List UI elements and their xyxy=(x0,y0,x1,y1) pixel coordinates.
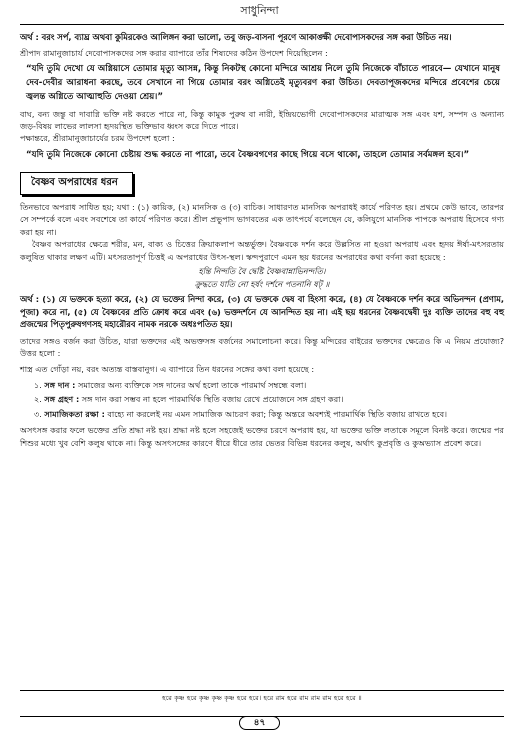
list-item xyxy=(34,393,504,405)
list-number: ২. xyxy=(34,394,42,405)
list-item xyxy=(34,408,504,420)
list-item xyxy=(34,379,504,391)
block-quote: “যদি তুমি দেখো যে অগ্নিয়াসে তোমার মৃত্যু আসন্ন, কিন্তু নিকটস্থ কোনো মন্দিরে আশ্রয় নিলে তুমি নিজেকে বাঁচাতে পারবে— যেখানে মানুষ দেব-দেবীর আরাধনা করছে, তবে সেখানে না গিয়ে তোমার বরং অগ্নিতেই মৃত্যুবরণ করা উচিত। দেবতাপূজকদের মন্দিরে প্রবেশের চেয়ে জ্বলন্ত অগ্নিতে আত্মাহুতি দেওয়া শ্রেয়।” xyxy=(26,64,500,103)
meaning-paragraph: অর্থ : (১) যে ভক্তকে হত্যা করে, (২) যে ভক্তের নিন্দা করে, (৩) যে ভক্তকে দ্বেষ বা হিংসা করে, (৪) যে বৈষ্ণবকে দর্শন করে অভিনন্দন (প্রণাম, পূজা) করে না, (৫) যে বৈষ্ণবের প্রতি ক্রোধ করে এবং (৬) ভক্তদর্শনে যে আনন্দিত হয় না। এই ছয় ধরনের বৈষ্ণবদ্বেষী দুঃ ব্যক্তি তাদের বহু বহু প্রজন্মের পিতৃপুরুষগণসহ মহারৌরব নামক নরকে অধঃপতিত হয়। xyxy=(20,294,504,330)
body-paragraph: শাস্ত্র এত গোঁড়া নয়, বরং অত্যন্ত বাস্তবানুগ। এ ব্যাপারে তিন ধরনের সঙ্গের কথা বলা হয়েছে : xyxy=(20,363,315,374)
association-types-list xyxy=(20,379,504,420)
page-content xyxy=(20,31,504,449)
body-paragraph: শ্রীপাদ রামানুজাচার্য দেবোপাসকদের সঙ্গ করার ব্যাপারে তাঁর শিষ্যদের কঠিন উপদেশ দিয়েছিলেন : xyxy=(20,47,328,58)
meaning-paragraph: অর্থ : বরং সর্প, ব্যাঘ্র অথবা কুমিরকেও আলিঙ্গন করা ভালো, তবু জড়-বাসনা পূরণে আকাঙ্ক্ষী দেবোপাসকদের সঙ্গ করা উচিত নয়। xyxy=(20,32,452,42)
list-number: ১. xyxy=(34,380,42,391)
body-paragraph: তাদের সঙ্গও বর্জন করা উচিত, যারা ভক্তদের এই অভক্তসঙ্গ বর্জনের সমালোচনা করে। কিন্তু মন্দিরের বাইরের ভক্তদের ক্ষেত্রেও কি এ নিয়ম প্রযোজ্য? উত্তর হলো : xyxy=(20,335,504,359)
body-paragraph: বৈষ্ণব অপরাধের ক্ষেত্রে শরীর, মন, বাক্য ও চিত্তের ক্রিয়াকলাপ অন্তর্ভুক্ত। বৈষ্ণবকে দর্শন করে উল্লসিত না হওয়া অপরাধ এবং হৃদয় ঈর্ষা-মৎসরতায় কলুষিত থাকার লক্ষণ এটি। মৎসরতাপূর্ণ চিত্তই এ অপরাধের উৎস-স্থল। স্কন্দপুরাণে এমন ছয় ধরনের অপরাধের কথা বর্ণনা করা হয়েছে : xyxy=(20,239,504,262)
page-number-wrap xyxy=(0,710,519,730)
verse-line: হন্তি নিন্দতি বৈ দ্বেষ্টি বৈষ্ণবান্নাভিনন্দতি। xyxy=(198,266,326,277)
list-text: সঙ্গ দান করা সম্ভব না হলে পারমার্থিক স্থিতি বজায় রেখে প্রয়োজনে সঙ্গ গ্রহণ করা। xyxy=(79,394,344,405)
section-heading: বৈষ্ণব অপরাধের ধরন xyxy=(20,172,133,195)
list-text: সমাজের অন্য ব্যক্তিকে সঙ্গ দানের অর্থ হলো তাকে পারমার্থ সম্বন্ধে বলা। xyxy=(75,380,307,391)
list-term: সঙ্গ গ্রহণ : xyxy=(44,394,80,405)
list-term: সঙ্গ দান : xyxy=(44,380,76,391)
list-number: ৩. xyxy=(34,408,42,419)
body-paragraph: অসৎসঙ্গ করার ফলে ভক্তের প্রতি শ্রদ্ধা নষ্ট হয়। শ্রদ্ধা নষ্ট হলে সহজেই ভক্তের চরণে অপরাধ হয়, যা ভক্তের ভক্তি লতাকে সমূলে বিনষ্ট করে। জন্মের পর শিশুর মধ্যে খুব বেশি কলুষ থাকে না। কিন্তু অসৎসঙ্গের কারণে ধীরে ধীরে তার ভেতর বিভিন্ন ধরনের কলুষ, অর্থাৎ কুপ্রবৃত্তি ও কুঅভ্যাস প্রবেশ করে। xyxy=(20,425,504,448)
body-paragraph: পক্ষান্তরে, শ্রীরামানুজাচার্যের চরম উপদেশ হলো : xyxy=(20,133,175,144)
verse-line: ক্রুদ্ধতে যাতি নো হর্ষং দর্শনে পতনানি ষট্ ॥ xyxy=(194,279,330,290)
list-term: সামাজিকতা রক্ষা : xyxy=(44,408,105,419)
list-text: বাহ্যে না করলেই নয় এমন সামাজিক আচরণ করা; কিন্তু অন্তরে অবশ্যই পারমার্থিক স্থিতি বজায় রাখতে হবে। xyxy=(104,408,447,419)
sanskrit-verse xyxy=(20,265,504,291)
block-quote: “যদি তুমি নিজেকে কোনো চেষ্টায় শুদ্ধ করতে না পারো, তবে বৈষ্ণবগণের কাছে গিয়ে বসে থাকো, তাহলে তোমার সর্বমঙ্গল হবে।” xyxy=(26,149,470,160)
body-paragraph: তিনভাবে অপরাধ সাধিত হয়; যথা : (১) কায়িক, (২) মানসিক ও (৩) বাচিক। সাধারণত মানসিক অপরাধই কার্যে পরিণত হয়। প্রথমে কেউ ভাবে, তারপর সে সম্পর্কে বলে এবং সবশেষে তা কার্যে পরিণত করে। শ্রীল প্রভুপাদ ভাগবতের এক তাৎপর্যে বলেছেন যে, কলিযুগে মানসিক পাপকে অপরাধ হিসেবে গণ্য করা হয় না। xyxy=(20,202,504,237)
footer-mantra: হরে কৃষ্ণ হরে কৃষ্ণ কৃষ্ণ কৃষ্ণ হরে হরে। হরে রাম হরে রাম রাম রাম হরে হরে ॥ xyxy=(162,694,362,702)
header-rule xyxy=(20,24,504,25)
page-number: ৪৭ xyxy=(239,716,281,730)
body-paragraph: বাঘ, বন্য জন্তু বা দাবাগ্নি ভক্তি নষ্ট করতে পারে না, কিন্তু কামুক পুরুষ বা নারী, ইন্দ্রিয়ভোগী দেবোপাসকদের মারাত্মক সঙ্গ এবং যশ, সম্পদ ও অন্যান্য জড়-বিষয় লাভের লালসা হৃদয়স্থিত ভক্তিভাব ধ্বংস করে দিতে পারে। xyxy=(20,108,504,132)
running-header: সাধুনিন্দা xyxy=(240,4,279,17)
footer-rule-top xyxy=(20,690,504,691)
